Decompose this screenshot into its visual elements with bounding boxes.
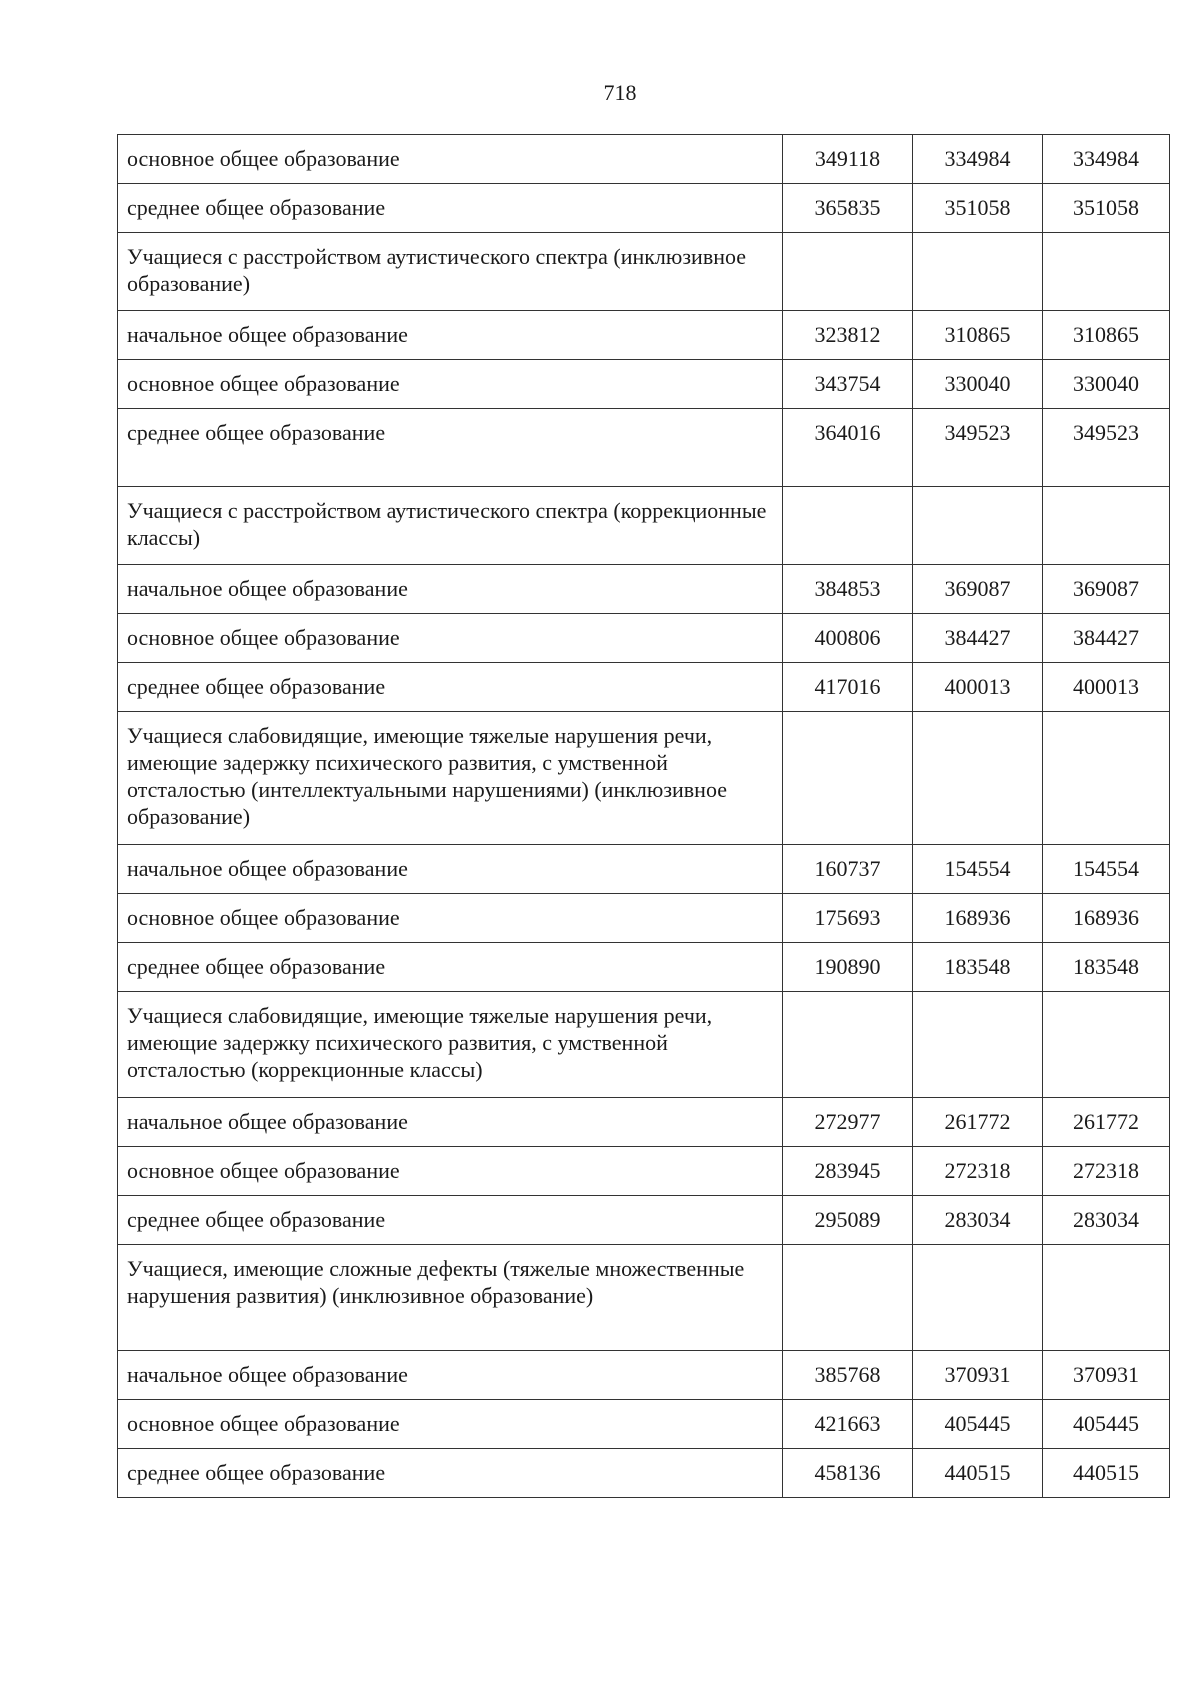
row-value-3: 440515 (1043, 1449, 1170, 1498)
row-value-1: 272977 (783, 1098, 913, 1147)
row-label: основное общее образование (118, 135, 783, 184)
row-value-2 (913, 487, 1043, 565)
row-value-2: 405445 (913, 1400, 1043, 1449)
row-value-2: 283034 (913, 1196, 1043, 1245)
table-row (118, 1147, 1170, 1196)
row-value-3: 349523 (1043, 409, 1170, 487)
table-row (118, 360, 1170, 409)
row-value-2: 168936 (913, 894, 1043, 943)
row-value-3: 334984 (1043, 135, 1170, 184)
row-label: Учащиеся слабовидящие, имеющие тяжелые нарушения речи, имеющие задержку психического развития, с умственной отсталостью (интеллектуальными нарушениями) (инклюзивное образование) (118, 712, 783, 845)
row-label: основное общее образование (118, 894, 783, 943)
row-value-3 (1043, 233, 1170, 311)
row-label: Учащиеся с расстройством аутистического спектра (инклюзивное образование) (118, 233, 783, 311)
row-value-1: 283945 (783, 1147, 913, 1196)
table-row-group-heading (118, 992, 1170, 1098)
row-value-1: 365835 (783, 184, 913, 233)
row-label: среднее общее образование (118, 1196, 783, 1245)
table-row-group-heading (118, 487, 1170, 565)
row-value-1 (783, 233, 913, 311)
row-label: основное общее образование (118, 360, 783, 409)
row-value-2: 440515 (913, 1449, 1043, 1498)
row-label: среднее общее образование (118, 943, 783, 992)
row-value-3: 405445 (1043, 1400, 1170, 1449)
row-value-2 (913, 992, 1043, 1098)
data-table (117, 134, 1170, 1498)
row-value-1: 323812 (783, 311, 913, 360)
table-row (118, 1449, 1170, 1498)
row-label: основное общее образование (118, 614, 783, 663)
row-value-1: 175693 (783, 894, 913, 943)
table-row-group-heading (118, 233, 1170, 311)
table-row (118, 1098, 1170, 1147)
row-value-1: 364016 (783, 409, 913, 487)
row-value-1: 160737 (783, 845, 913, 894)
row-label: основное общее образование (118, 1400, 783, 1449)
row-value-1: 384853 (783, 565, 913, 614)
row-value-3: 384427 (1043, 614, 1170, 663)
row-value-2: 334984 (913, 135, 1043, 184)
row-value-1: 400806 (783, 614, 913, 663)
row-value-3 (1043, 487, 1170, 565)
row-value-1 (783, 487, 913, 565)
row-label: среднее общее образование (118, 409, 783, 487)
row-value-2: 261772 (913, 1098, 1043, 1147)
table-row (118, 135, 1170, 184)
row-value-1 (783, 1245, 913, 1351)
row-value-1: 458136 (783, 1449, 913, 1498)
row-value-3: 351058 (1043, 184, 1170, 233)
row-value-2 (913, 1245, 1043, 1351)
row-label: начальное общее образование (118, 311, 783, 360)
table-row (118, 845, 1170, 894)
row-value-2: 384427 (913, 614, 1043, 663)
table-row-group-heading (118, 712, 1170, 845)
row-value-2: 400013 (913, 663, 1043, 712)
row-value-2: 183548 (913, 943, 1043, 992)
row-value-3: 283034 (1043, 1196, 1170, 1245)
row-value-1: 190890 (783, 943, 913, 992)
table-row (118, 663, 1170, 712)
row-value-3: 272318 (1043, 1147, 1170, 1196)
row-value-2: 310865 (913, 311, 1043, 360)
row-value-2: 370931 (913, 1351, 1043, 1400)
row-label: начальное общее образование (118, 1351, 783, 1400)
row-label: начальное общее образование (118, 845, 783, 894)
table-row (118, 1400, 1170, 1449)
row-value-1: 421663 (783, 1400, 913, 1449)
row-value-2: 351058 (913, 184, 1043, 233)
table-row-group-heading (118, 1245, 1170, 1351)
table-row (118, 184, 1170, 233)
row-value-2 (913, 712, 1043, 845)
row-value-3: 183548 (1043, 943, 1170, 992)
row-value-2: 154554 (913, 845, 1043, 894)
table-row (118, 565, 1170, 614)
row-value-2: 349523 (913, 409, 1043, 487)
table-row (118, 1196, 1170, 1245)
row-value-3: 369087 (1043, 565, 1170, 614)
row-value-1 (783, 992, 913, 1098)
row-label: начальное общее образование (118, 565, 783, 614)
row-value-3 (1043, 1245, 1170, 1351)
row-value-1: 349118 (783, 135, 913, 184)
row-value-1: 343754 (783, 360, 913, 409)
row-value-3: 370931 (1043, 1351, 1170, 1400)
table-row (118, 311, 1170, 360)
row-value-3: 310865 (1043, 311, 1170, 360)
row-label: Учащиеся слабовидящие, имеющие тяжелые нарушения речи, имеющие задержку психического развития, с умственной отсталостью (коррекционные классы) (118, 992, 783, 1098)
row-label: среднее общее образование (118, 1449, 783, 1498)
row-value-3: 330040 (1043, 360, 1170, 409)
row-value-3: 261772 (1043, 1098, 1170, 1147)
row-value-1: 385768 (783, 1351, 913, 1400)
row-label: начальное общее образование (118, 1098, 783, 1147)
table-row (118, 614, 1170, 663)
row-value-3 (1043, 712, 1170, 845)
row-value-2: 272318 (913, 1147, 1043, 1196)
row-value-3: 168936 (1043, 894, 1170, 943)
table-row (118, 1351, 1170, 1400)
row-label: основное общее образование (118, 1147, 783, 1196)
table-row (118, 943, 1170, 992)
row-label: Учащиеся с расстройством аутистического спектра (коррекционные классы) (118, 487, 783, 565)
row-label: Учащиеся, имеющие сложные дефекты (тяжелые множественные нарушения развития) (инклюзивное образование) (118, 1245, 783, 1351)
row-label: среднее общее образование (118, 663, 783, 712)
row-label: среднее общее образование (118, 184, 783, 233)
row-value-3: 154554 (1043, 845, 1170, 894)
row-value-1 (783, 712, 913, 845)
row-value-1: 417016 (783, 663, 913, 712)
row-value-1: 295089 (783, 1196, 913, 1245)
row-value-2: 369087 (913, 565, 1043, 614)
row-value-2: 330040 (913, 360, 1043, 409)
row-value-3: 400013 (1043, 663, 1170, 712)
page-number: 718 (603, 80, 637, 105)
table-row (118, 409, 1170, 487)
row-value-2 (913, 233, 1043, 311)
row-value-3 (1043, 992, 1170, 1098)
table-row (118, 894, 1170, 943)
